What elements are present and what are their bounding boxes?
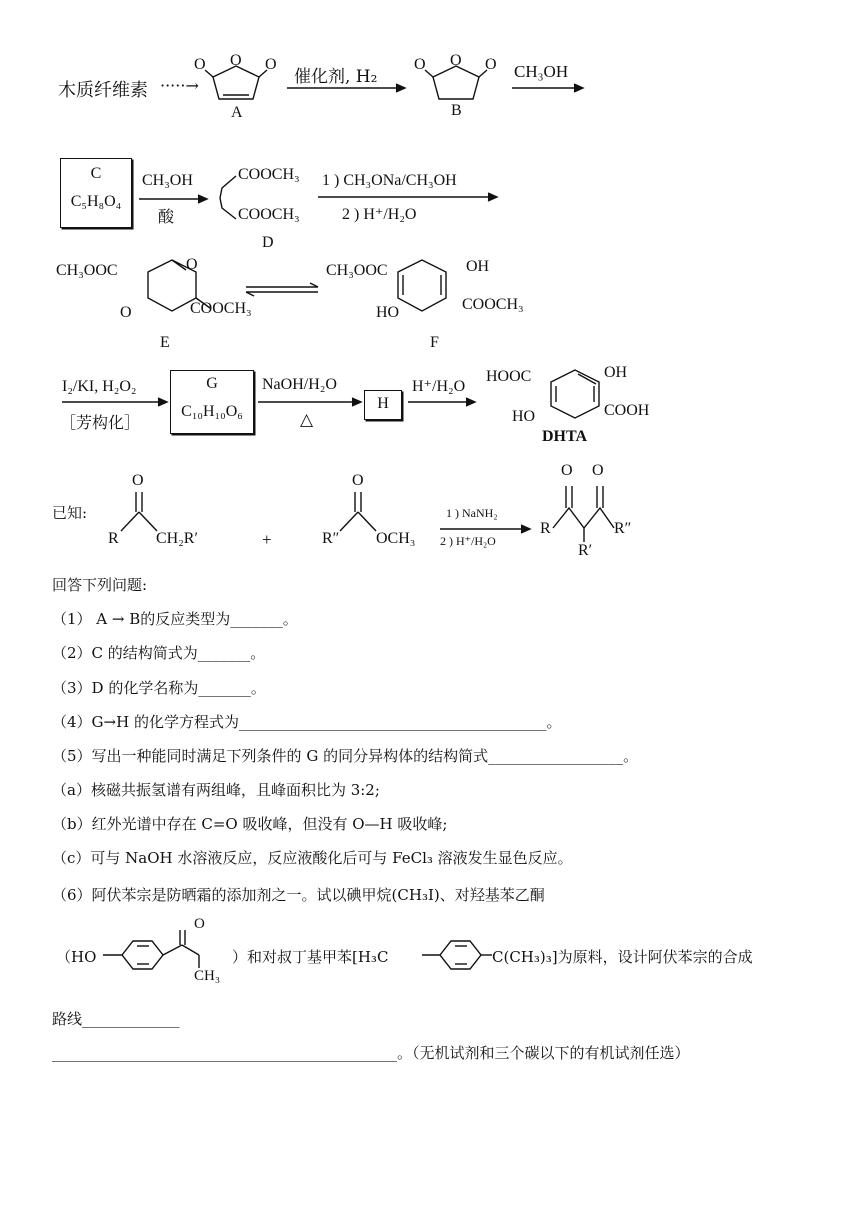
b-o-right: O: [485, 56, 497, 73]
f-left-group: CH₃OOC: [326, 262, 388, 279]
compound-b-ring: [433, 66, 479, 99]
q6-tail-text: C(CH₃)₃]为原料，设计阿伏苯宗的合成: [492, 948, 753, 966]
reagent-step2: 2 ) H⁺/H₂O: [342, 206, 417, 223]
e-right-group: COOCH₃: [190, 300, 252, 317]
ketone-bond-r: [121, 512, 139, 531]
question-2: （2）C 的结构简式为_______。: [52, 644, 266, 662]
known-step2: 2 ) H⁺/H₂O: [440, 534, 496, 548]
ester-bonds: [340, 512, 358, 531]
f-ho-bottom: HO: [376, 304, 400, 321]
compound-h-label: H: [377, 395, 389, 412]
reagent-acid: 酸: [158, 207, 175, 226]
dhta-ho: HO: [512, 408, 536, 425]
label-a: A: [231, 104, 243, 121]
question-3: （3）D 的化学名称为_______。: [52, 679, 266, 697]
known-prefix: 已知:: [52, 504, 88, 522]
question-4: （4）G→H 的化学方程式为_________________________________________。: [52, 713, 562, 731]
compound-g-label: G: [206, 375, 218, 392]
reagent-step1: 1 ) CH₃ONa/CH₃OH: [322, 172, 457, 189]
ketone-r: R: [108, 530, 119, 547]
reagent-naoh: NaOH/H₂O: [262, 376, 337, 393]
compound-g-box: [170, 370, 254, 434]
ketone-o: O: [132, 472, 144, 489]
q6-ch3: CH₃: [194, 968, 221, 984]
product-r: R: [540, 520, 551, 537]
label-b: B: [451, 102, 462, 119]
questions-intro: 回答下列问题:: [52, 576, 148, 594]
reagent-methanol: CH₃OH: [514, 62, 569, 81]
product-r2: R″: [614, 520, 632, 537]
reagent-aromatization: ［芳构化］: [60, 413, 141, 432]
hydroxyacetophenone-ring: [122, 941, 163, 969]
ester-o: O: [352, 472, 364, 489]
reagent-iodine: I₂/KI, H₂O₂: [62, 378, 137, 395]
compound-h-box: [364, 390, 402, 420]
label-d: D: [262, 234, 274, 251]
q6-open-paren-ho: （HO: [56, 948, 97, 966]
compound-g-formula: C₁₀H₁₀O₆: [181, 403, 243, 420]
known-step1: 1 ) NaNH₂: [446, 506, 498, 520]
reagent-catalyst-h2: 催化剂, H₂: [294, 67, 378, 87]
diketone-skeleton: [553, 508, 614, 528]
question-5b: （b）红外光谱中存在 C=O 吸收峰，但没有 O—H 吸收峰;: [52, 815, 448, 833]
plus-sign: +: [262, 530, 272, 549]
q6-route: 路线_____________: [52, 1010, 180, 1028]
dhta-cooh: COOH: [604, 402, 650, 419]
q6-end: ______________________________________________。（无机试剂和三个碳以下的有机试剂任选）: [52, 1044, 690, 1062]
question-5c: （c）可与 NaOH 水溶液反应，反应液酸化后可与 FeCl₃ 溶液发生显色反应。: [52, 849, 573, 867]
ketone-ch2r: CH₂R′: [156, 530, 198, 547]
question-5a: （a）核磁共振氢谱有两组峰，且峰面积比为 3:2;: [52, 781, 380, 799]
question-1: （1） A → B的反应类型为_______。: [52, 610, 298, 628]
compound-f-ring: [398, 260, 446, 311]
e-bottom-o: O: [120, 304, 132, 321]
compound-d-skeleton: [220, 176, 236, 219]
e-top-o: O: [186, 256, 198, 273]
b-o-left: O: [414, 56, 426, 73]
b-o-ring: O: [450, 52, 462, 69]
d-group-bottom: COOCH₃: [238, 206, 300, 223]
ester-r: R″: [322, 530, 340, 547]
dotted-arrow: ·····→: [160, 76, 199, 95]
product-o2: O: [592, 462, 604, 479]
start-material: 木质纤维素: [58, 80, 148, 101]
a-o-left: O: [194, 56, 206, 73]
compound-c-label: C: [90, 165, 102, 182]
question-5: （5）写出一种能同时满足下列条件的 G 的同分异构体的结构简式__________________。: [52, 747, 639, 765]
f-oh-top: OH: [466, 258, 490, 275]
e-left-group: CH₃OOC: [56, 262, 118, 279]
f-right-group: COOCH₃: [462, 296, 524, 313]
product-r1: R′: [578, 542, 593, 559]
dhta-ring: [551, 370, 599, 418]
reagent-heat: △: [300, 410, 314, 429]
a-o-ring: O: [230, 52, 242, 69]
dhta-oh: OH: [604, 364, 628, 381]
product-o1: O: [561, 462, 573, 479]
q6-ketone-o: O: [194, 916, 205, 932]
compound-c-box: [60, 158, 132, 228]
q6-mid-text: ）和对叔丁基甲苯[H₃C: [232, 948, 389, 966]
a-o-right: O: [265, 56, 277, 73]
dhta-hooc: HOOC: [486, 368, 532, 385]
ester-och3: OCH₃: [376, 530, 416, 547]
label-dhta: DHTA: [542, 428, 588, 445]
compound-a-ring: [213, 66, 259, 99]
question-6: （6）阿伏苯宗是防晒霜的添加剂之一。试以碘甲烷(CH₃I)、对羟基苯乙酮: [52, 886, 545, 904]
reagent-acid-2: H⁺/H₂O: [412, 378, 466, 395]
label-f: F: [430, 334, 439, 351]
tbutyltoluene-ring: [440, 941, 481, 969]
compound-c-formula: C₅H₈O₄: [70, 193, 122, 210]
reagent-methanol-2: CH₃OH: [142, 172, 193, 189]
label-e: E: [160, 334, 170, 351]
d-group-top: COOCH₃: [238, 166, 300, 183]
